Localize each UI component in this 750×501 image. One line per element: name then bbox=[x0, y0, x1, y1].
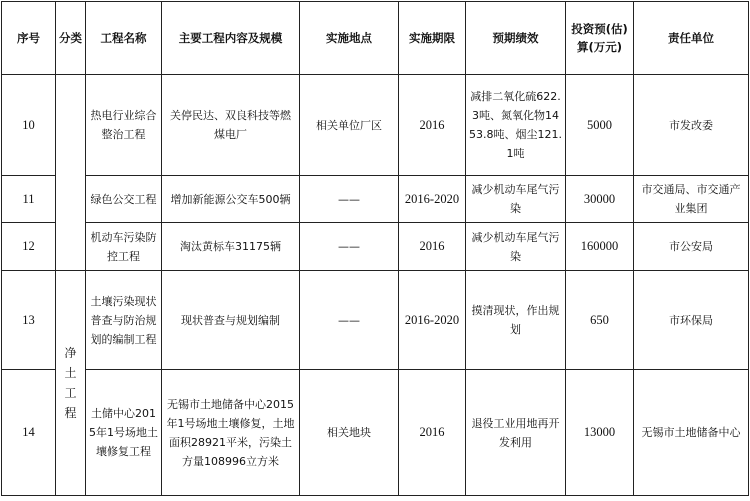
cell-period: 2016-2020 bbox=[399, 176, 466, 223]
cell-responsible: 市交通局、市交通产业集团 bbox=[634, 176, 749, 223]
cell-performance: 减少机动车尾气污染 bbox=[466, 176, 566, 223]
cell-category-soil: 净土工程 bbox=[56, 271, 86, 496]
cell-investment: 160000 bbox=[566, 223, 634, 271]
cell-name: 土壤污染现状普查与防治规划的编制工程 bbox=[86, 271, 162, 370]
project-table bbox=[1, 1, 749, 496]
table-row bbox=[2, 176, 749, 223]
header-responsible: 责任单位 bbox=[634, 2, 749, 75]
table-row bbox=[2, 370, 749, 496]
cell-name: 土储中心2015年1号场地土壤修复工程 bbox=[86, 370, 162, 496]
cell-performance: 退役工业用地再开发利用 bbox=[466, 370, 566, 496]
cell-seq: 13 bbox=[2, 271, 56, 370]
cell-period: 2016-2020 bbox=[399, 271, 466, 370]
cell-name: 热电行业综合整治工程 bbox=[86, 75, 162, 176]
cell-category-empty bbox=[56, 75, 86, 271]
cell-investment: 650 bbox=[566, 271, 634, 370]
header-content: 主要工程内容及规模 bbox=[162, 2, 300, 75]
cell-responsible: 市公安局 bbox=[634, 223, 749, 271]
table-row bbox=[2, 223, 749, 271]
table-row bbox=[2, 271, 749, 370]
header-seq: 序号 bbox=[2, 2, 56, 75]
header-period: 实施期限 bbox=[399, 2, 466, 75]
cell-period: 2016 bbox=[399, 370, 466, 496]
cell-location: —— bbox=[300, 176, 399, 223]
cell-investment: 30000 bbox=[566, 176, 634, 223]
cell-period: 2016 bbox=[399, 75, 466, 176]
cell-period: 2016 bbox=[399, 223, 466, 271]
cell-name: 绿色公交工程 bbox=[86, 176, 162, 223]
cell-content: 无锡市土地储备中心2015年1号场地土壤修复，土地面积28921平米，污染土方量108996立方米 bbox=[162, 370, 300, 496]
header-row bbox=[2, 2, 749, 75]
cell-location: —— bbox=[300, 223, 399, 271]
header-location: 实施地点 bbox=[300, 2, 399, 75]
cell-responsible: 市发改委 bbox=[634, 75, 749, 176]
cell-responsible: 无锡市土地储备中心 bbox=[634, 370, 749, 496]
header-category: 分类 bbox=[56, 2, 86, 75]
cell-seq: 11 bbox=[2, 176, 56, 223]
cell-seq: 10 bbox=[2, 75, 56, 176]
cell-seq: 12 bbox=[2, 223, 56, 271]
cell-responsible: 市环保局 bbox=[634, 271, 749, 370]
cell-name: 机动车污染防控工程 bbox=[86, 223, 162, 271]
cell-performance: 减少机动车尾气污染 bbox=[466, 223, 566, 271]
cell-content: 现状普查与规划编制 bbox=[162, 271, 300, 370]
cell-location: —— bbox=[300, 271, 399, 370]
header-performance: 预期绩效 bbox=[466, 2, 566, 75]
cell-seq: 14 bbox=[2, 370, 56, 496]
cell-performance: 摸清现状，作出规划 bbox=[466, 271, 566, 370]
cell-location: 相关地块 bbox=[300, 370, 399, 496]
cell-content: 关停民达、双良科技等燃煤电厂 bbox=[162, 75, 300, 176]
cell-content: 增加新能源公交车500辆 bbox=[162, 176, 300, 223]
header-project-name: 工程名称 bbox=[86, 2, 162, 75]
cell-investment: 13000 bbox=[566, 370, 634, 496]
table-row bbox=[2, 75, 749, 176]
cell-performance: 减排二氧化硫622.3吨、氮氧化物1453.8吨、烟尘121.1吨 bbox=[466, 75, 566, 176]
cell-content: 淘汰黄标车31175辆 bbox=[162, 223, 300, 271]
header-investment: 投资预(估)算(万元) bbox=[566, 2, 634, 75]
cell-location: 相关单位厂区 bbox=[300, 75, 399, 176]
cell-investment: 5000 bbox=[566, 75, 634, 176]
